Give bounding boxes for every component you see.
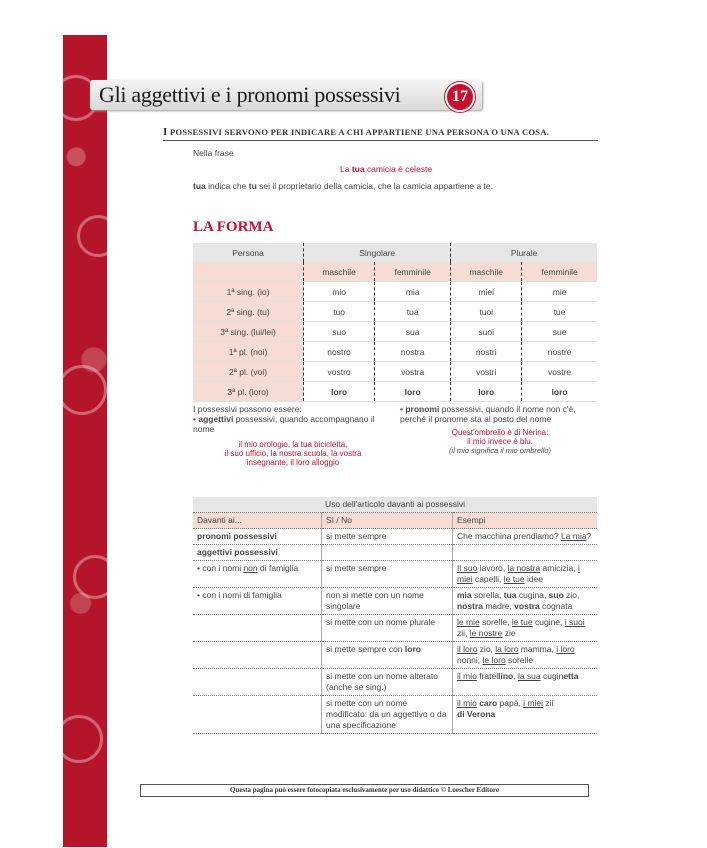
- form-cell: nostre: [522, 342, 597, 362]
- persona-cell: 1ª pl. (noi): [193, 342, 304, 362]
- intro-sentence: [163, 126, 598, 141]
- subheader-empty: [193, 262, 304, 282]
- header-singolare: Singolare: [304, 243, 451, 262]
- form-cell: vostra: [375, 362, 451, 382]
- form-cell: sue: [522, 322, 597, 342]
- table-row: aggettivi possessivi: [193, 545, 597, 561]
- table-row: si mette con un nome modificato: da un aggettivo o da una specificazione il mio caro papà, i miei zii di Verona: [193, 696, 597, 734]
- pronomi-example: Quest'ombrello è di Nerina: il mio invece è blu.: [451, 428, 549, 446]
- form-cell: miei: [451, 282, 522, 302]
- persona-cell: 2ª pl. (voi): [193, 362, 304, 382]
- copyright-footer: Questa pagina può essere fotocopiata esclusivamente per uso didattico © Loescher Editore: [140, 784, 589, 797]
- col-davanti: Davanti ai...: [193, 513, 322, 529]
- table-row: si mette con un nome plurale le mie sorelle, le tue cugine, i suoi zii, le nostre zie: [193, 615, 597, 642]
- form-cell: loro: [304, 382, 375, 402]
- form-cell: mia: [375, 282, 451, 302]
- form-cell: nostra: [375, 342, 451, 362]
- form-cell: tua: [375, 302, 451, 322]
- table-row: • con i nomi non di famiglia si mette sempre Il suo lavoro, la nostra amicizia, i miei capelli, le tue idee: [193, 561, 597, 588]
- form-cell: nostro: [304, 342, 375, 362]
- example-explanation: tua indica che tu sei il proprietario della camicia, che la camicia appartiene a te.: [193, 181, 494, 191]
- col-si-no: Sì / No: [322, 513, 453, 529]
- persona-cell: 1ª sing. (io): [193, 282, 304, 302]
- subheader-fem-sing: femminile: [375, 262, 451, 282]
- header-plurale: Plurale: [451, 243, 597, 262]
- form-cell: mio: [304, 282, 375, 302]
- form-cell: tuo: [304, 302, 375, 322]
- header-persona: Persona: [193, 243, 304, 262]
- subheader-masc-sing: maschile: [304, 262, 375, 282]
- intro-text: POSSESSIVI SERVONO PER INDICARE A CHI APPARTIENE UNA PERSONA O UNA COSA.: [170, 127, 550, 137]
- persona-cell: 3ª pl. (loro): [193, 382, 304, 402]
- form-cell: mie: [522, 282, 597, 302]
- table-row: si mette sempre con loro il loro zio, la loro mamma, i loro nonni, le loro sorelle: [193, 642, 597, 669]
- form-cell: nostri: [451, 342, 522, 362]
- form-cell: sua: [375, 322, 451, 342]
- possessivi-intro: I possessivi possono essere:: [193, 404, 302, 414]
- form-cell: vostro: [304, 362, 375, 382]
- form-cell: loro: [451, 382, 522, 402]
- decorative-side-band: [63, 35, 107, 847]
- forma-table: [193, 243, 597, 402]
- possessivi-pronomi-block: [400, 404, 600, 455]
- pronomi-note: (il mio significa il mio ombrello): [448, 446, 552, 455]
- example-sentence: La tua camicia è celeste: [340, 164, 433, 174]
- persona-cell: 2ª sing. (tu): [193, 302, 304, 322]
- uso-articolo-table: [193, 497, 597, 734]
- pronomi-definition: • pronomi possessivi, quando il nome non c'è, perché il pronome sta al posto del nome: [400, 404, 576, 424]
- possessivi-aggettivi-block: [193, 404, 393, 467]
- table-row: [193, 322, 597, 342]
- nella-frase-label: Nella frase: [193, 148, 234, 158]
- subheader-masc-plur: maschile: [451, 262, 522, 282]
- form-cell: tuoi: [451, 302, 522, 322]
- unit-number-badge: 17: [445, 82, 475, 112]
- form-cell: vostre: [522, 362, 597, 382]
- table-row: • con i nomi di famiglia non si mette con un nome singolare mia sorella, tua cugina, suo zio, nostra madre, vostra cognata: [193, 588, 597, 615]
- persona-cell: 3ª sing. (lui/lei): [193, 322, 304, 342]
- table-row: si mette con un nome alterato (anche se sing.) il mio fratellino, la sua cuginetta: [193, 669, 597, 696]
- form-cell: suo: [304, 322, 375, 342]
- form-cell: tue: [522, 302, 597, 322]
- uso-table-title: Uso dell'articolo davanti ai possessivi: [193, 497, 597, 513]
- table-row: [193, 362, 597, 382]
- table-row: [193, 342, 597, 362]
- table-row: [193, 302, 597, 322]
- table-row: [193, 382, 597, 402]
- aggettivi-example: il mio orologio, la tua bicicletta, il suo ufficio, la nostra scuola, la vostra insegnante, il loro alloggio: [224, 440, 362, 467]
- aggettivi-definition: • aggettivi possessivi, quando accompagnano il nome: [193, 414, 375, 434]
- form-cell: loro: [375, 382, 451, 402]
- section-title: LA FORMA: [193, 219, 274, 235]
- page-title: Gli aggettivi e i pronomi possessivi: [99, 82, 401, 107]
- form-cell: vostri: [451, 362, 522, 382]
- intro-initial: I: [163, 126, 168, 138]
- form-cell: suoi: [451, 322, 522, 342]
- form-cell: loro: [522, 382, 597, 402]
- table-row: pronomi possessivi si mette sempre Che macchina prendiamo? La mia?: [193, 529, 597, 545]
- subheader-fem-plur: femminile: [522, 262, 597, 282]
- table-row: [193, 282, 597, 302]
- col-esempi: Esempi: [453, 513, 598, 529]
